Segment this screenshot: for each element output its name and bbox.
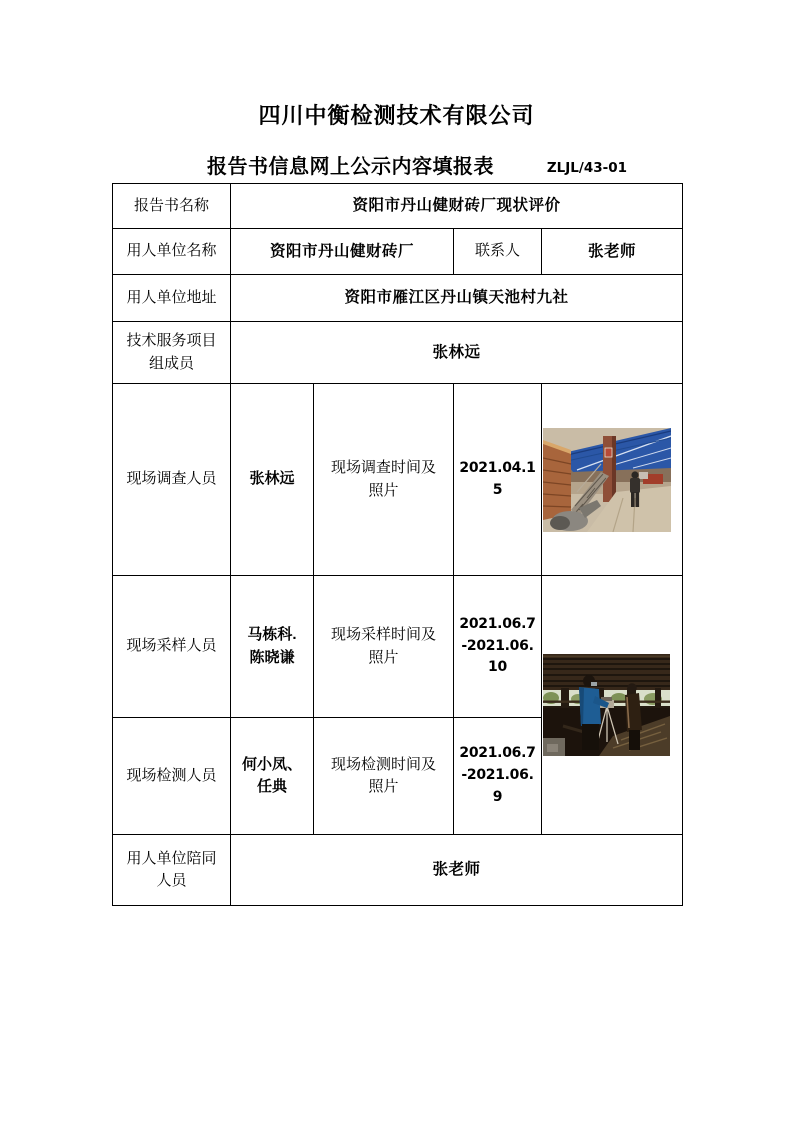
employer-name-value: 资阳市丹山健财砖厂 — [231, 229, 454, 275]
form-header — [113, 150, 682, 178]
table-row-employer-address — [113, 275, 683, 322]
survey-photo-cell — [542, 384, 683, 576]
escort-label: 用人单位陪同人员 — [113, 835, 231, 906]
employer-name-label: 用人单位名称 — [113, 229, 231, 275]
escort-value: 张老师 — [231, 835, 683, 906]
sampling-testing-photo-cell — [542, 576, 683, 835]
form-number: ZLJL/43-01 — [546, 160, 627, 176]
testing-time-label: 现场检测时间及照片 — [314, 718, 454, 835]
project-team-value: 张林远 — [231, 322, 683, 384]
form-title: 报告书信息网上公示内容填报表 — [207, 156, 494, 178]
company-title: 四川中衡检测技术有限公司 — [258, 103, 535, 128]
report-name-label: 报告书名称 — [113, 184, 231, 229]
testing-label: 现场检测人员 — [113, 718, 231, 835]
survey-time-value: 2021.04.15 — [454, 384, 542, 576]
sampling-label: 现场采样人员 — [113, 576, 231, 718]
report-info-table — [112, 183, 683, 906]
testing-time-value: 2021.06.7-2021.06.9 — [454, 718, 542, 835]
employer-address-label: 用人单位地址 — [113, 275, 231, 322]
employer-address-value: 资阳市雁江区丹山镇天池村九社 — [231, 275, 683, 322]
table-row-report-name — [113, 184, 683, 229]
testing-names: 何小凤、任典 — [231, 718, 314, 835]
contact-value: 张老师 — [542, 229, 683, 275]
survey-site-photo — [543, 428, 671, 532]
project-team-label: 技术服务项目组成员 — [113, 322, 231, 384]
sampling-names: 马栋科.陈晓谦 — [231, 576, 314, 718]
sampling-time-value: 2021.06.7-2021.06.10 — [454, 576, 542, 718]
contact-label: 联系人 — [454, 229, 542, 275]
table-row-sampling — [113, 576, 683, 718]
table-row-project-team — [113, 322, 683, 384]
table-row-survey — [113, 384, 683, 576]
survey-time-label: 现场调查时间及照片 — [314, 384, 454, 576]
survey-label: 现场调查人员 — [113, 384, 231, 576]
table-row-employer-name — [113, 229, 683, 275]
survey-names: 张林远 — [231, 384, 314, 576]
sampling-testing-site-photo — [543, 654, 670, 756]
sampling-time-label: 现场采样时间及照片 — [314, 576, 454, 718]
report-name-value: 资阳市丹山健财砖厂现状评价 — [231, 184, 683, 229]
table-row-escort — [113, 835, 683, 906]
